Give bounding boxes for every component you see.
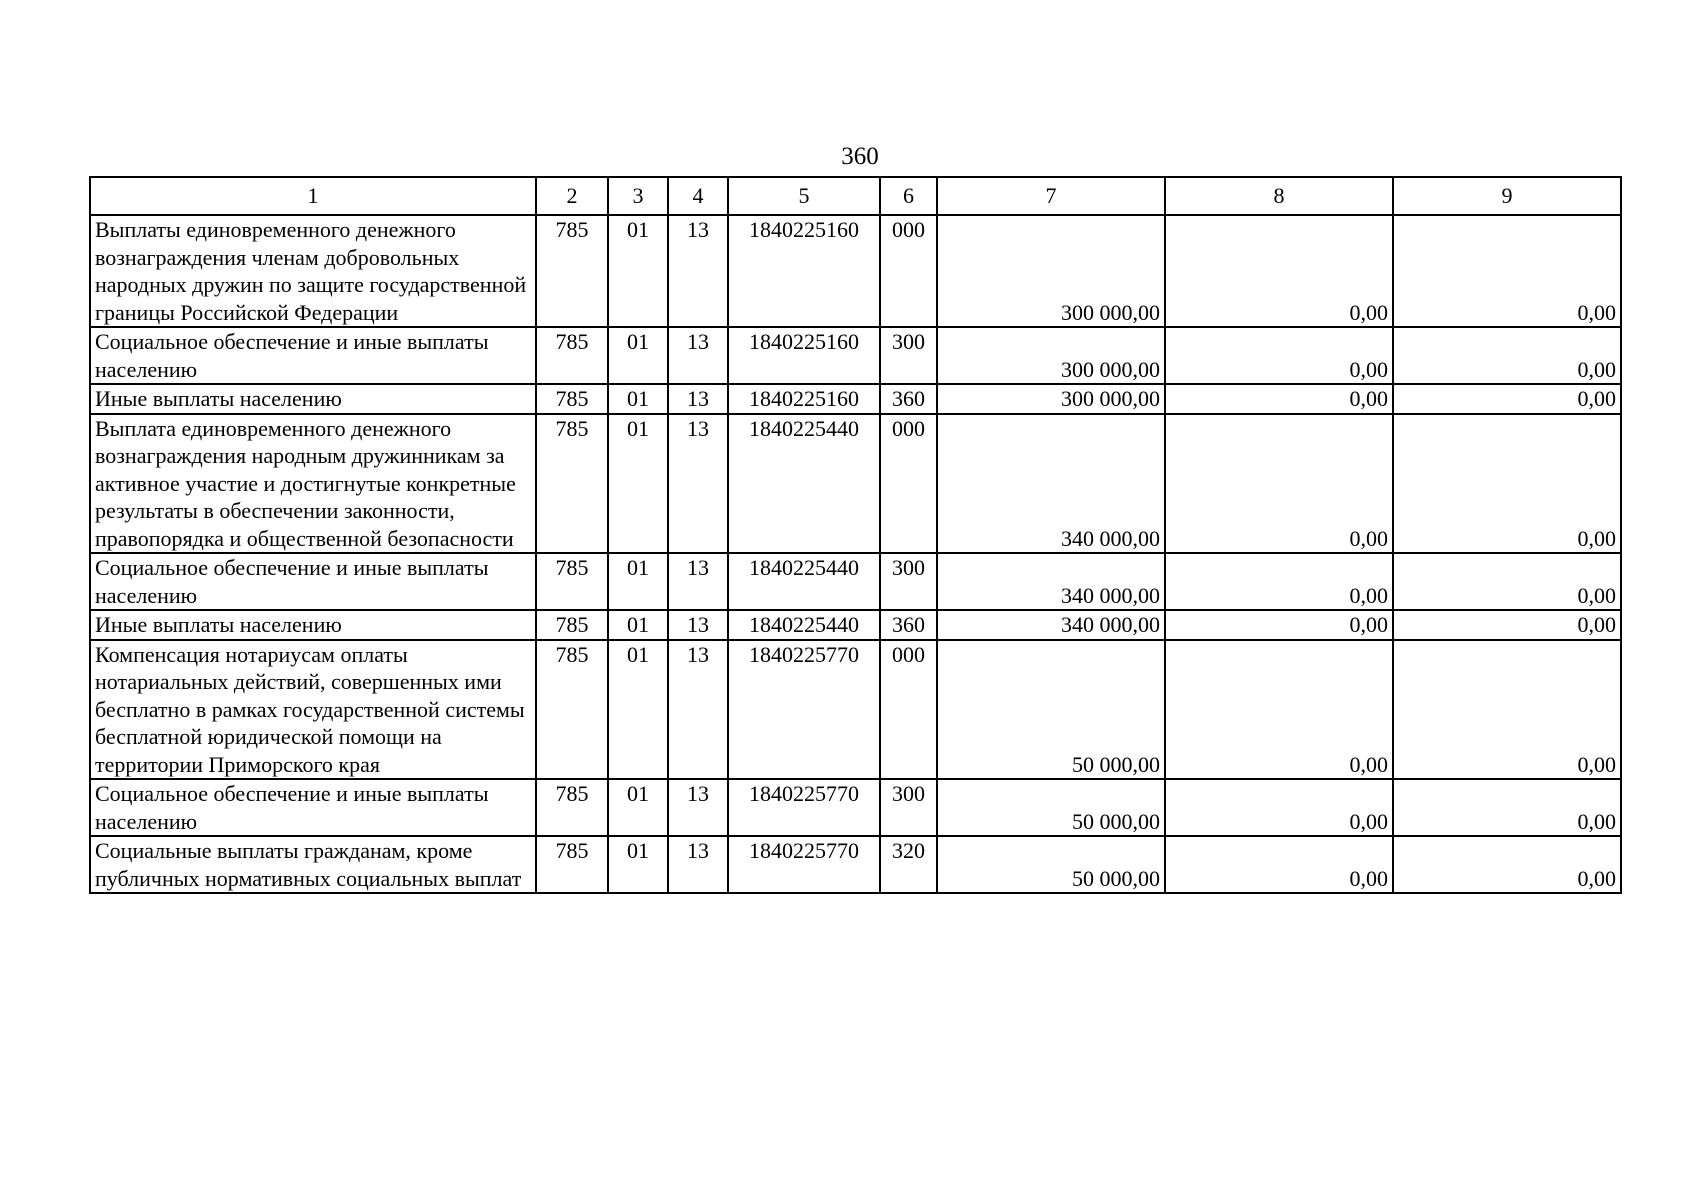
- target-article-cell: 1840225160: [728, 215, 880, 327]
- column-header: 6: [880, 177, 937, 215]
- ministry-code-cell: 785: [536, 384, 608, 414]
- amount-cell: 0,00: [1393, 327, 1621, 384]
- target-article-cell: 1840225770: [728, 640, 880, 780]
- ministry-code-cell: 785: [536, 553, 608, 610]
- ministry-code-cell: 785: [536, 779, 608, 836]
- amount-cell: 50 000,00: [937, 640, 1165, 780]
- subsection-code-cell: 13: [668, 836, 728, 893]
- target-article-cell: 1840225440: [728, 553, 880, 610]
- amount-cell: 0,00: [1165, 327, 1393, 384]
- ministry-code-cell: 785: [536, 836, 608, 893]
- amount-cell: 0,00: [1165, 836, 1393, 893]
- subsection-code-cell: 13: [668, 610, 728, 640]
- section-code-cell: 01: [608, 836, 668, 893]
- amount-cell: 0,00: [1393, 610, 1621, 640]
- section-code-cell: 01: [608, 553, 668, 610]
- expense-name-cell: Выплата единовременного денежного вознаграждения народным дружинникам за активное участие и достигнутые конкретные результаты в обеспечении законности, правопорядка и общественной безопасности: [90, 414, 536, 554]
- column-header: 5: [728, 177, 880, 215]
- amount-cell: 0,00: [1165, 384, 1393, 414]
- expense-type-cell: 000: [880, 414, 937, 554]
- amount-cell: 300 000,00: [937, 384, 1165, 414]
- ministry-code-cell: 785: [536, 414, 608, 554]
- target-article-cell: 1840225440: [728, 610, 880, 640]
- subsection-code-cell: 13: [668, 779, 728, 836]
- amount-cell: 0,00: [1393, 779, 1621, 836]
- amount-cell: 0,00: [1393, 414, 1621, 554]
- expense-name-cell: Иные выплаты населению: [90, 610, 536, 640]
- expense-name-cell: Социальное обеспечение и иные выплаты населению: [90, 553, 536, 610]
- amount-cell: 0,00: [1165, 215, 1393, 327]
- amount-cell: 50 000,00: [937, 836, 1165, 893]
- amount-cell: 0,00: [1393, 553, 1621, 610]
- target-article-cell: 1840225160: [728, 384, 880, 414]
- expense-name-cell: Иные выплаты населению: [90, 384, 536, 414]
- subsection-code-cell: 13: [668, 384, 728, 414]
- table-row: [90, 610, 1621, 640]
- table-row: [90, 384, 1621, 414]
- section-code-cell: 01: [608, 215, 668, 327]
- table-row: [90, 327, 1621, 384]
- expense-name-cell: Социальные выплаты гражданам, кроме публичных нормативных социальных выплат: [90, 836, 536, 893]
- table-row: [90, 640, 1621, 780]
- table-row: [90, 553, 1621, 610]
- section-code-cell: 01: [608, 610, 668, 640]
- column-header: 7: [937, 177, 1165, 215]
- table-row: [90, 836, 1621, 893]
- amount-cell: 340 000,00: [937, 553, 1165, 610]
- amount-cell: 0,00: [1165, 553, 1393, 610]
- page-number: 360: [841, 143, 879, 170]
- column-header: 9: [1393, 177, 1621, 215]
- amount-cell: 0,00: [1165, 414, 1393, 554]
- column-header: 3: [608, 177, 668, 215]
- expense-type-cell: 000: [880, 215, 937, 327]
- section-code-cell: 01: [608, 414, 668, 554]
- target-article-cell: 1840225770: [728, 779, 880, 836]
- expense-name-cell: Социальное обеспечение и иные выплаты населению: [90, 327, 536, 384]
- section-code-cell: 01: [608, 384, 668, 414]
- table-row: [90, 414, 1621, 554]
- expense-type-cell: 360: [880, 610, 937, 640]
- amount-cell: 340 000,00: [937, 414, 1165, 554]
- subsection-code-cell: 13: [668, 215, 728, 327]
- expense-name-cell: Социальное обеспечение и иные выплаты населению: [90, 779, 536, 836]
- amount-cell: 0,00: [1393, 215, 1621, 327]
- ministry-code-cell: 785: [536, 640, 608, 780]
- target-article-cell: 1840225160: [728, 327, 880, 384]
- subsection-code-cell: 13: [668, 553, 728, 610]
- amount-cell: 50 000,00: [937, 779, 1165, 836]
- amount-cell: 300 000,00: [937, 215, 1165, 327]
- ministry-code-cell: 785: [536, 215, 608, 327]
- amount-cell: 0,00: [1165, 640, 1393, 780]
- target-article-cell: 1840225770: [728, 836, 880, 893]
- column-header: 1: [90, 177, 536, 215]
- section-code-cell: 01: [608, 640, 668, 780]
- expense-type-cell: 360: [880, 384, 937, 414]
- expense-name-cell: Компенсация нотариусам оплаты нотариальных действий, совершенных ими бесплатно в рамках государственной системы бесплатной юридической помощи на территории Приморского края: [90, 640, 536, 780]
- ministry-code-cell: 785: [536, 610, 608, 640]
- amount-cell: 0,00: [1393, 640, 1621, 780]
- subsection-code-cell: 13: [668, 327, 728, 384]
- amount-cell: 340 000,00: [937, 610, 1165, 640]
- ministry-code-cell: 785: [536, 327, 608, 384]
- budget-table: [89, 176, 1622, 894]
- amount-cell: 0,00: [1165, 610, 1393, 640]
- expense-type-cell: 300: [880, 327, 937, 384]
- amount-cell: 0,00: [1165, 779, 1393, 836]
- table-header-row: [90, 177, 1621, 215]
- column-header: 4: [668, 177, 728, 215]
- expense-type-cell: 320: [880, 836, 937, 893]
- amount-cell: 0,00: [1393, 836, 1621, 893]
- table-row: [90, 215, 1621, 327]
- column-header: 2: [536, 177, 608, 215]
- expense-type-cell: 000: [880, 640, 937, 780]
- expense-name-cell: Выплаты единовременного денежного вознаграждения членам добровольных народных дружин по защите государственной границы Российской Федерации: [90, 215, 536, 327]
- expense-type-cell: 300: [880, 553, 937, 610]
- subsection-code-cell: 13: [668, 640, 728, 780]
- expense-type-cell: 300: [880, 779, 937, 836]
- subsection-code-cell: 13: [668, 414, 728, 554]
- section-code-cell: 01: [608, 327, 668, 384]
- table-row: [90, 779, 1621, 836]
- amount-cell: 300 000,00: [937, 327, 1165, 384]
- target-article-cell: 1840225440: [728, 414, 880, 554]
- amount-cell: 0,00: [1393, 384, 1621, 414]
- section-code-cell: 01: [608, 779, 668, 836]
- column-header: 8: [1165, 177, 1393, 215]
